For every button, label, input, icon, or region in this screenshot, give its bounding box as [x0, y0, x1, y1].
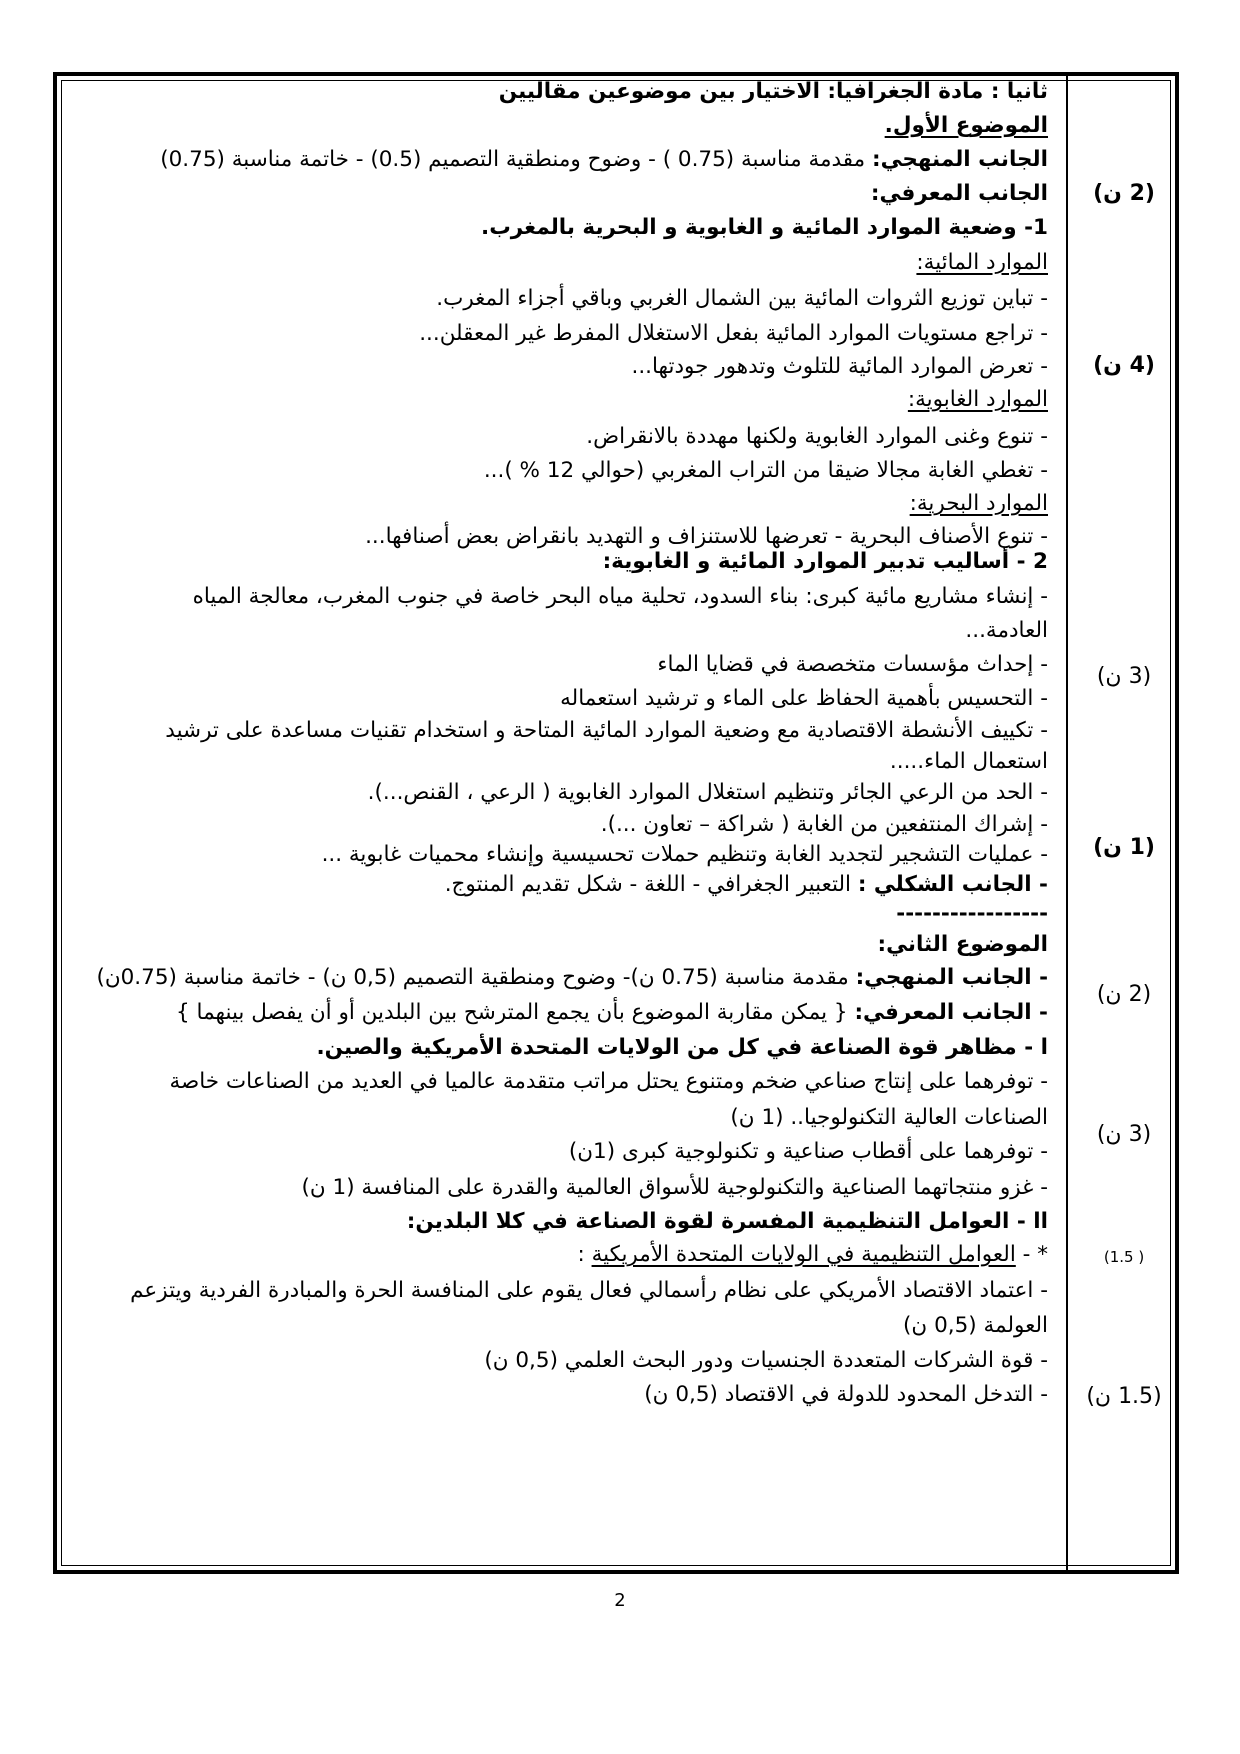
management-item-continued: استعمال الماء..... — [889, 749, 1048, 774]
forest-item: - تنوع وغنى الموارد الغابوية ولكنها مهددة بالانقراض. — [586, 424, 1048, 449]
management-item-continued: العادمة... — [965, 618, 1048, 643]
topic1-knowledge-label: الجانب المعرفي: — [870, 181, 1048, 206]
topic1-method — [64, 143, 1048, 177]
marine-title-text: الموارد البحرية: — [909, 491, 1048, 516]
us-factors-title-text: العوامل التنظيمية في الولايات المتحدة الأمريكية — [591, 1242, 1016, 1267]
score-label: (1 ن) — [1093, 835, 1155, 860]
us-factor-item: - اعتماد الاقتصاد الأمريكي على نظام رأسمالي فعال يقوم على المنافسة الحرة والمبادرة الفردية ويتزعم — [130, 1278, 1048, 1303]
management-item: - إشراك المنتفعين من الغابة ( شراكة – تعاون ...). — [600, 812, 1048, 837]
score-label: (3 ن) — [1096, 664, 1152, 689]
score-label: (4 ن) — [1093, 353, 1155, 378]
score-label: (2 ن) — [1096, 982, 1152, 1007]
management-item: - إحداث مؤسسات متخصصة في قضايا الماء — [657, 652, 1048, 677]
topic2-title: الموضوع الثاني: — [877, 932, 1048, 957]
score-label: (1.5 ن) — [1086, 1384, 1162, 1409]
water-title-text: الموارد المائية: — [916, 250, 1048, 275]
forest-title — [64, 383, 1048, 417]
water-item: - تراجع مستويات الموارد المائية بفعل الاستغلال المفرط غير المعقلن... — [419, 321, 1048, 346]
forest-title-text: الموارد الغابوية: — [907, 387, 1048, 412]
us-factor-item: - التدخل المحدود للدولة في الاقتصاد (0,5 ن) — [644, 1382, 1048, 1407]
topic1-part1-title: 1- وضعية الموارد المائية و الغابوية و البحرية بالمغرب. — [481, 215, 1048, 240]
topic2-method-text: مقدمة مناسبة (0.75 ن)- وضوح ومنطقية التصميم (0,5 ن) - خاتمة مناسبة (0.75ن) — [96, 965, 856, 990]
topic2-knowledge-text: { يمكن مقاربة الموضوع بأن يجمع المترشح بين البلدين أو أن يفصل بينهما } — [176, 1000, 855, 1025]
water-title — [64, 246, 1048, 280]
management-item: - الحد من الرعي الجائر وتنظيم استغلال الموارد الغابوية ( الرعي ، القنص...). — [367, 780, 1048, 805]
topic2-knowledge-label: - الجانب المعرفي: — [854, 1000, 1048, 1025]
industry-item-continued: الصناعات العالية التكنولوجيا.. (1 ن) — [730, 1105, 1048, 1130]
industry-item: - توفرهما على أقطاب صناعية و تكنولوجية كبرى (1ن) — [568, 1139, 1048, 1164]
water-item: - تعرض الموارد المائية للتلوث وتدهور جودتها... — [631, 354, 1048, 379]
us-factors-title — [64, 1238, 1048, 1272]
topic1-form-label: - الجانب الشكلي : — [857, 872, 1048, 897]
score-label: ( 1.5) — [1103, 1248, 1145, 1266]
topic1-title — [64, 109, 1048, 143]
topic2-method — [64, 961, 1048, 995]
industry-item: - توفرهما على إنتاج صناعي ضخم ومتنوع يحتل مراتب متقدمة عالميا في العديد من الصناعات خاصة — [169, 1069, 1048, 1094]
topic2-method-label: - الجانب المنهجي: — [855, 965, 1048, 990]
topic1-title-text: الموضوع الأول. — [884, 113, 1048, 138]
management-item: - تكييف الأنشطة الاقتصادية مع وضعية الموارد المائية المتاحة و استخدام تقنيات مساعدة على ترشيد — [165, 718, 1048, 743]
us-factor-item-continued: العولمة (0,5 ن) — [903, 1313, 1048, 1338]
management-item: - عمليات التشجير لتجديد الغابة وتنظيم حملات تحسيسية وإنشاء محميات غابوية ... — [321, 842, 1048, 867]
separator: ----------------- — [896, 901, 1048, 926]
topic1-method-text: مقدمة مناسبة (0.75 ) - وضوح ومنطقية التصميم (0.5) - خاتمة مناسبة (0.75) — [160, 147, 872, 172]
forest-item: - تغطي الغابة مجالا ضيقا من التراب المغربي (حوالي 12 % )... — [483, 458, 1048, 483]
topic1-method-label: الجانب المنهجي: — [872, 147, 1048, 172]
page-number: 2 — [614, 1590, 626, 1611]
topic2-knowledge — [64, 996, 1048, 1030]
section-header: ثانيا : مادة الجغرافيا: الاختيار بين موضوعين مقاليين — [498, 79, 1048, 104]
us-factors-suffix: : — [577, 1242, 592, 1267]
water-item: - تباين توزيع الثروات المائية بين الشمال الغربي وباقي أجزاء المغرب. — [436, 286, 1048, 311]
management-item: - إنشاء مشاريع مائية كبرى: بناء السدود، تحلية مياه البحر خاصة في جنوب المغرب، معالجة المياه — [192, 584, 1048, 609]
marine-item: - تنوع الأصناف البحرية - تعرضها للاستنزاف و التهديد بانقراض بعض أصنافها... — [365, 524, 1048, 549]
topic1-part2-title: 2 - أساليب تدبير الموارد المائية و الغابوية: — [602, 549, 1048, 574]
industry-item: - غزو منتجاتهما الصناعية والتكنولوجية للأسواق العالمية والقدرة على المنافسة (1 ن) — [301, 1175, 1048, 1200]
topic1-form-text: التعبير الجغرافي - اللغة - شكل تقديم المنتوج. — [444, 872, 858, 897]
marine-title — [64, 487, 1048, 521]
us-factors-prefix: * - — [1015, 1242, 1048, 1267]
score-label: (3 ن) — [1096, 1122, 1152, 1147]
score-label: (2 ن) — [1093, 181, 1155, 206]
column-divider — [1066, 76, 1068, 1570]
us-factor-item: - قوة الشركات المتعددة الجنسيات ودور البحث العلمي (0,5 ن) — [484, 1348, 1048, 1373]
topic2-part2-title: اا - العوامل التنظيمية المفسرة لقوة الصناعة في كلا البلدين: — [406, 1209, 1048, 1234]
topic2-part1-title: ا - مظاهر قوة الصناعة في كل من الولايات المتحدة الأمريكية والصين. — [316, 1035, 1048, 1060]
management-item: - التحسيس بأهمية الحفاظ على الماء و ترشيد استعماله — [560, 686, 1048, 711]
